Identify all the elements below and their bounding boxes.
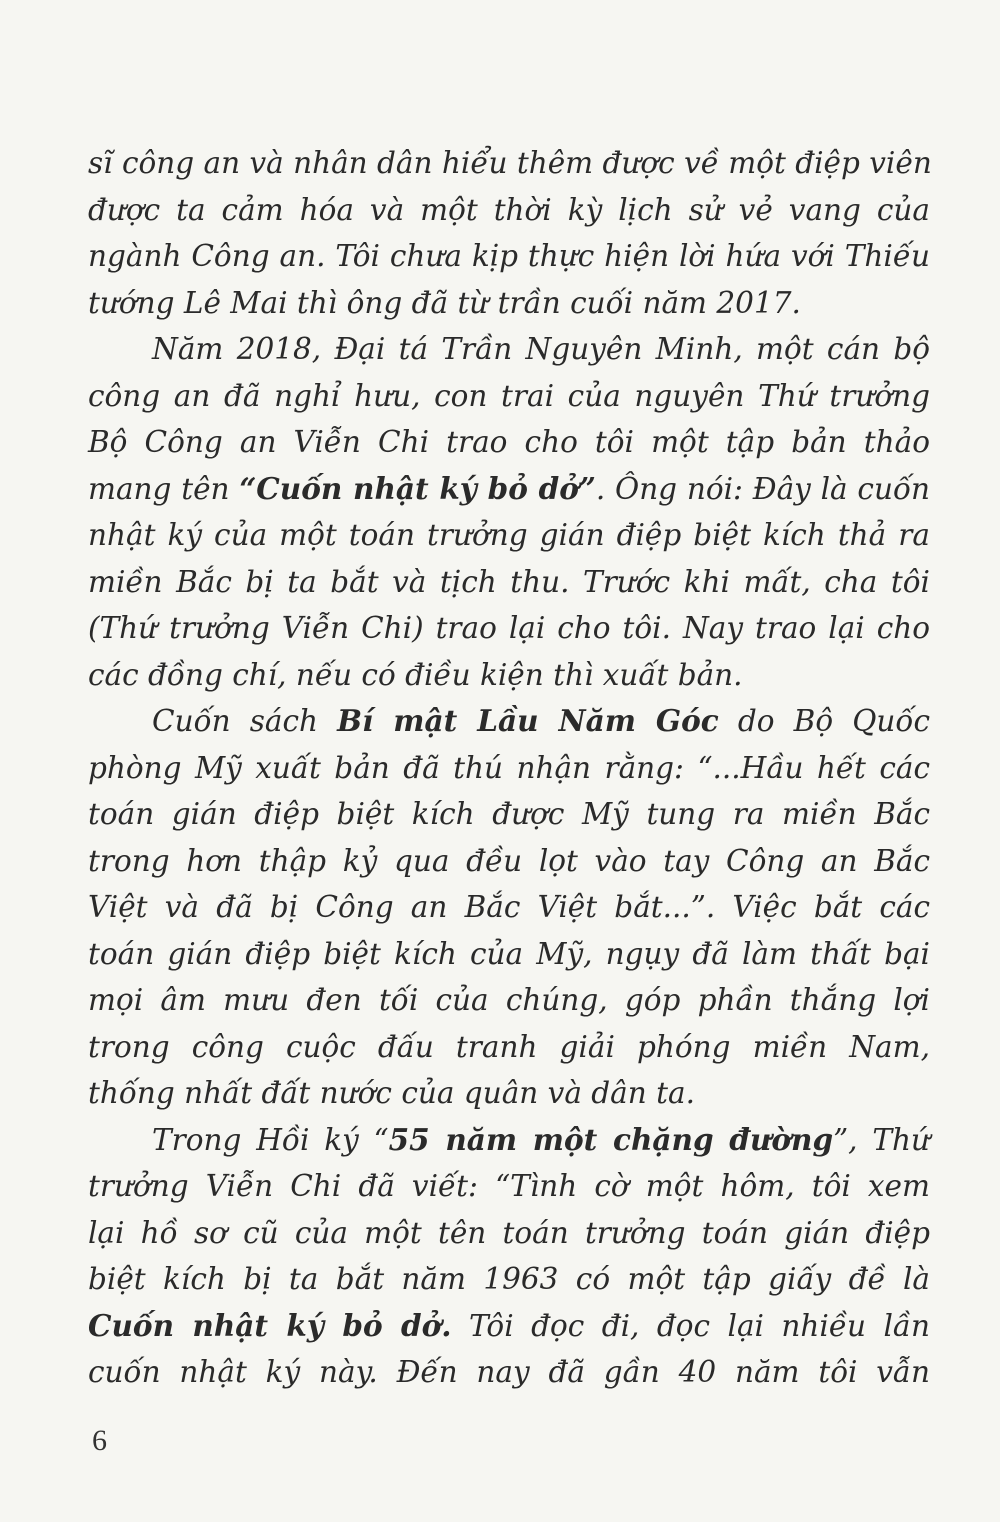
text-line: ngành Công an. Tôi chưa kịp thực hiện lời hứa với Thiếu <box>88 239 930 273</box>
text-line: Việt và đã bị Công an Bắc Việt bắt...”. Việc bắt các <box>88 890 930 924</box>
text-line: phòng Mỹ xuất bản đã thú nhận rằng: “...Hầu hết các <box>88 750 930 785</box>
text-line: Trong Hồi ký “55 năm một chặng đường”, Thứ <box>152 1121 931 1157</box>
text-line: Năm 2018, Đại tá Trần Nguyên Minh, một cán bộ <box>152 332 930 366</box>
text-line: sĩ công an và nhân dân hiểu thêm được về một điệp viên <box>88 146 932 180</box>
text-line: các đồng chí, nếu có điều kiện thì xuất bản. <box>88 657 743 692</box>
text-line: biệt kích bị ta bắt năm 1963 có một tập giấy đề là <box>88 1262 930 1296</box>
text-line: (Thứ trưởng Viễn Chi) trao lại cho tôi. Nay trao lại cho <box>88 611 930 645</box>
text-line: mang tên “Cuốn nhật ký bỏ dở”. Ông nói: Đây là cuốn <box>88 470 930 506</box>
text-line: cuốn nhật ký này. Đến nay đã gần 40 năm tôi vẫn <box>88 1355 930 1389</box>
body-text <box>88 140 930 1396</box>
text-line: lại hồ sơ cũ của một tên toán trưởng toán gián điệp <box>88 1215 930 1250</box>
text-line: mọi âm mưu đen tối của chúng, góp phần thắng lợi <box>88 983 930 1017</box>
text-line: trong hơn thập kỷ qua đều lọt vào tay Công an Bắc <box>88 843 930 878</box>
text-line: trưởng Viễn Chi đã viết: “Tình cờ một hôm, tôi xem <box>88 1169 930 1203</box>
text-line: được ta cảm hóa và một thời kỳ lịch sử vẻ vang của <box>88 192 930 227</box>
text-line: Cuốn nhật ký bỏ dở. Tôi đọc đi, đọc lại nhiều lần <box>88 1307 930 1343</box>
text-line: công an đã nghỉ hưu, con trai của nguyên Thứ trưởng <box>88 378 930 413</box>
page-number: 6 <box>92 1424 107 1457</box>
text-line: Cuốn sách Bí mật Lầu Năm Góc do Bộ Quốc <box>152 703 930 738</box>
text-line: Bộ Công an Viễn Chi trao cho tôi một tập bản thảo <box>88 425 930 459</box>
text-line: miền Bắc bị ta bắt và tịch thu. Trước khi mất, cha tôi <box>88 564 930 599</box>
text-line: toán gián điệp biệt kích được Mỹ tung ra miền Bắc <box>88 797 930 831</box>
text-line: thống nhất đất nước của quân và dân ta. <box>88 1076 695 1110</box>
text-line: tướng Lê Mai thì ông đã từ trần cuối năm 2017. <box>88 285 801 320</box>
text-line: nhật ký của một toán trưởng gián điệp biệt kích thả ra <box>88 518 930 552</box>
text-line: toán gián điệp biệt kích của Mỹ, ngụy đã làm thất bại <box>88 936 930 971</box>
text-line: trong công cuộc đấu tranh giải phóng miền Nam, <box>88 1029 930 1064</box>
